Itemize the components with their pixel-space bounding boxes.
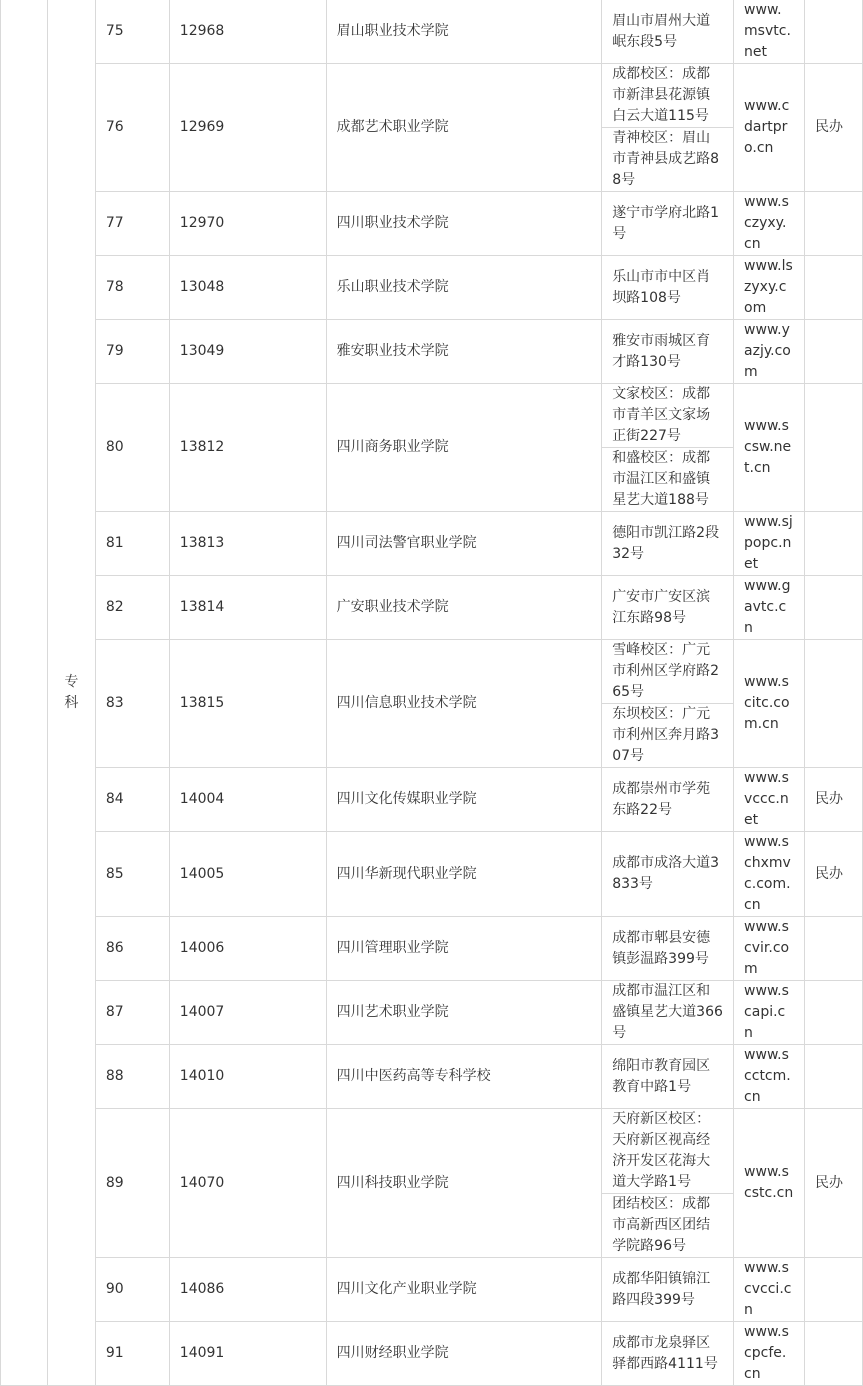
school-website: www.scpcfe.cn xyxy=(734,1322,805,1386)
category-label: 专科 xyxy=(64,673,79,711)
school-address: 德阳市凯江路2段32号 xyxy=(602,512,734,576)
school-address: 成都市成洛大道3833号 xyxy=(602,832,734,917)
school-address: 成都市郫县安德镇彭温路399号 xyxy=(602,917,734,981)
school-note xyxy=(804,981,862,1045)
school-code: 13815 xyxy=(169,640,326,768)
school-note xyxy=(804,917,862,981)
school-code: 13049 xyxy=(169,320,326,384)
school-address: 成都市温江区和盛镇星艺大道366号 xyxy=(602,981,734,1045)
row-number: 89 xyxy=(95,1109,169,1258)
school-code: 13812 xyxy=(169,384,326,512)
school-code: 14091 xyxy=(169,1322,326,1386)
row-number: 86 xyxy=(95,917,169,981)
row-number: 75 xyxy=(95,0,169,64)
school-name: 四川中医药高等专科学校 xyxy=(326,1045,602,1109)
row-number: 80 xyxy=(95,384,169,512)
school-address: 广安市广安区滨江东路98号 xyxy=(602,576,734,640)
school-website: www.schxmvc.com.cn xyxy=(734,832,805,917)
school-name: 四川商务职业学院 xyxy=(326,384,602,512)
school-name: 四川华新现代职业学院 xyxy=(326,832,602,917)
row-number: 87 xyxy=(95,981,169,1045)
school-code: 14006 xyxy=(169,917,326,981)
school-website: www.scitc.com.cn xyxy=(734,640,805,768)
school-address: 成都市龙泉驿区驿都西路4111号 xyxy=(602,1322,734,1386)
school-code: 13048 xyxy=(169,256,326,320)
school-website: www.cdartpro.cn xyxy=(734,64,805,192)
school-code: 13814 xyxy=(169,576,326,640)
school-website: www.svccc.net xyxy=(734,768,805,832)
row-number: 91 xyxy=(95,1322,169,1386)
school-note xyxy=(804,512,862,576)
table-row xyxy=(1,832,863,917)
row-number: 83 xyxy=(95,640,169,768)
row-number: 76 xyxy=(95,64,169,192)
school-address: 雪峰校区：广元市利州区学府路265号 xyxy=(602,640,734,704)
table-row xyxy=(1,640,863,704)
school-name: 乐山职业技术学院 xyxy=(326,256,602,320)
school-name: 四川职业技术学院 xyxy=(326,192,602,256)
school-name: 广安职业技术学院 xyxy=(326,576,602,640)
row-number: 85 xyxy=(95,832,169,917)
school-website: www.msvtc.net xyxy=(734,0,805,64)
school-note: 民办 xyxy=(804,832,862,917)
table-row xyxy=(1,768,863,832)
school-website: www.yazjy.com xyxy=(734,320,805,384)
category-cell xyxy=(47,0,95,1386)
school-website: www.lszyxy.com xyxy=(734,256,805,320)
school-website: www.scsw.net.cn xyxy=(734,384,805,512)
row-number: 82 xyxy=(95,576,169,640)
row-number: 81 xyxy=(95,512,169,576)
school-code: 14010 xyxy=(169,1045,326,1109)
school-note xyxy=(804,1045,862,1109)
school-name: 四川管理职业学院 xyxy=(326,917,602,981)
school-note xyxy=(804,256,862,320)
table-row xyxy=(1,917,863,981)
school-name: 四川艺术职业学院 xyxy=(326,981,602,1045)
table-row xyxy=(1,1322,863,1386)
row-number: 77 xyxy=(95,192,169,256)
school-note: 民办 xyxy=(804,64,862,192)
school-address: 乐山市市中区肖坝路108号 xyxy=(602,256,734,320)
school-note xyxy=(804,640,862,768)
school-website: www.gavtc.cn xyxy=(734,576,805,640)
school-code: 14005 xyxy=(169,832,326,917)
table-row xyxy=(1,1109,863,1194)
school-address: 绵阳市教育园区教育中路1号 xyxy=(602,1045,734,1109)
table-row xyxy=(1,384,863,448)
school-name: 四川财经职业学院 xyxy=(326,1322,602,1386)
table-row xyxy=(1,981,863,1045)
row-number: 88 xyxy=(95,1045,169,1109)
school-website: www.scapi.cn xyxy=(734,981,805,1045)
school-name: 雅安职业技术学院 xyxy=(326,320,602,384)
school-code: 14004 xyxy=(169,768,326,832)
row-number: 78 xyxy=(95,256,169,320)
school-code: 12968 xyxy=(169,0,326,64)
school-code: 13813 xyxy=(169,512,326,576)
table-row xyxy=(1,512,863,576)
school-address: 文家校区：成都市青羊区文家场正街227号 xyxy=(602,384,734,448)
table-row xyxy=(1,576,863,640)
school-name: 四川文化产业职业学院 xyxy=(326,1258,602,1322)
school-address: 成都崇州市学苑东路22号 xyxy=(602,768,734,832)
school-code: 14086 xyxy=(169,1258,326,1322)
table-row xyxy=(1,320,863,384)
school-website: www.scctcm.cn xyxy=(734,1045,805,1109)
school-name: 四川科技职业学院 xyxy=(326,1109,602,1258)
school-note: 民办 xyxy=(804,768,862,832)
school-code: 14070 xyxy=(169,1109,326,1258)
school-address: 雅安市雨城区育才路130号 xyxy=(602,320,734,384)
school-address: 团结校区：成都市高新西区团结学院路96号 xyxy=(602,1194,734,1258)
school-name: 成都艺术职业学院 xyxy=(326,64,602,192)
school-code: 12970 xyxy=(169,192,326,256)
school-address: 东坝校区：广元市利州区奔月路307号 xyxy=(602,704,734,768)
school-name: 四川司法警官职业学院 xyxy=(326,512,602,576)
school-website: www.sjpopc.net xyxy=(734,512,805,576)
school-code: 14007 xyxy=(169,981,326,1045)
table-row xyxy=(1,0,863,64)
school-address: 眉山市眉州大道岷东段5号 xyxy=(602,0,734,64)
school-website: www.sczyxy.cn xyxy=(734,192,805,256)
table-row xyxy=(1,1045,863,1109)
row-number: 90 xyxy=(95,1258,169,1322)
school-note: 民办 xyxy=(804,1109,862,1258)
school-note xyxy=(804,192,862,256)
school-name: 四川文化传媒职业学院 xyxy=(326,768,602,832)
school-address: 遂宁市学府北路1号 xyxy=(602,192,734,256)
school-website: www.scstc.cn xyxy=(734,1109,805,1258)
school-address: 青神校区：眉山市青神县成艺路88号 xyxy=(602,128,734,192)
school-name: 四川信息职业技术学院 xyxy=(326,640,602,768)
school-address: 成都校区：成都市新津县花源镇白云大道115号 xyxy=(602,64,734,128)
school-website: www.scvir.com xyxy=(734,917,805,981)
school-note xyxy=(804,384,862,512)
school-note xyxy=(804,1322,862,1386)
table-row xyxy=(1,192,863,256)
school-address: 天府新区校区：天府新区视高经济开发区花海大道大学路1号 xyxy=(602,1109,734,1194)
table-row xyxy=(1,256,863,320)
school-note xyxy=(804,576,862,640)
school-note xyxy=(804,320,862,384)
school-note xyxy=(804,0,862,64)
row-number: 79 xyxy=(95,320,169,384)
school-code: 12969 xyxy=(169,64,326,192)
row-number: 84 xyxy=(95,768,169,832)
school-address: 和盛校区：成都市温江区和盛镇星艺大道188号 xyxy=(602,448,734,512)
table-row xyxy=(1,64,863,128)
school-name: 眉山职业技术学院 xyxy=(326,0,602,64)
school-address: 成都华阳镇锦江路四段399号 xyxy=(602,1258,734,1322)
school-note xyxy=(804,1258,862,1322)
left-margin-cell xyxy=(1,0,48,1386)
table-row xyxy=(1,1258,863,1322)
school-website: www.scvcci.cn xyxy=(734,1258,805,1322)
